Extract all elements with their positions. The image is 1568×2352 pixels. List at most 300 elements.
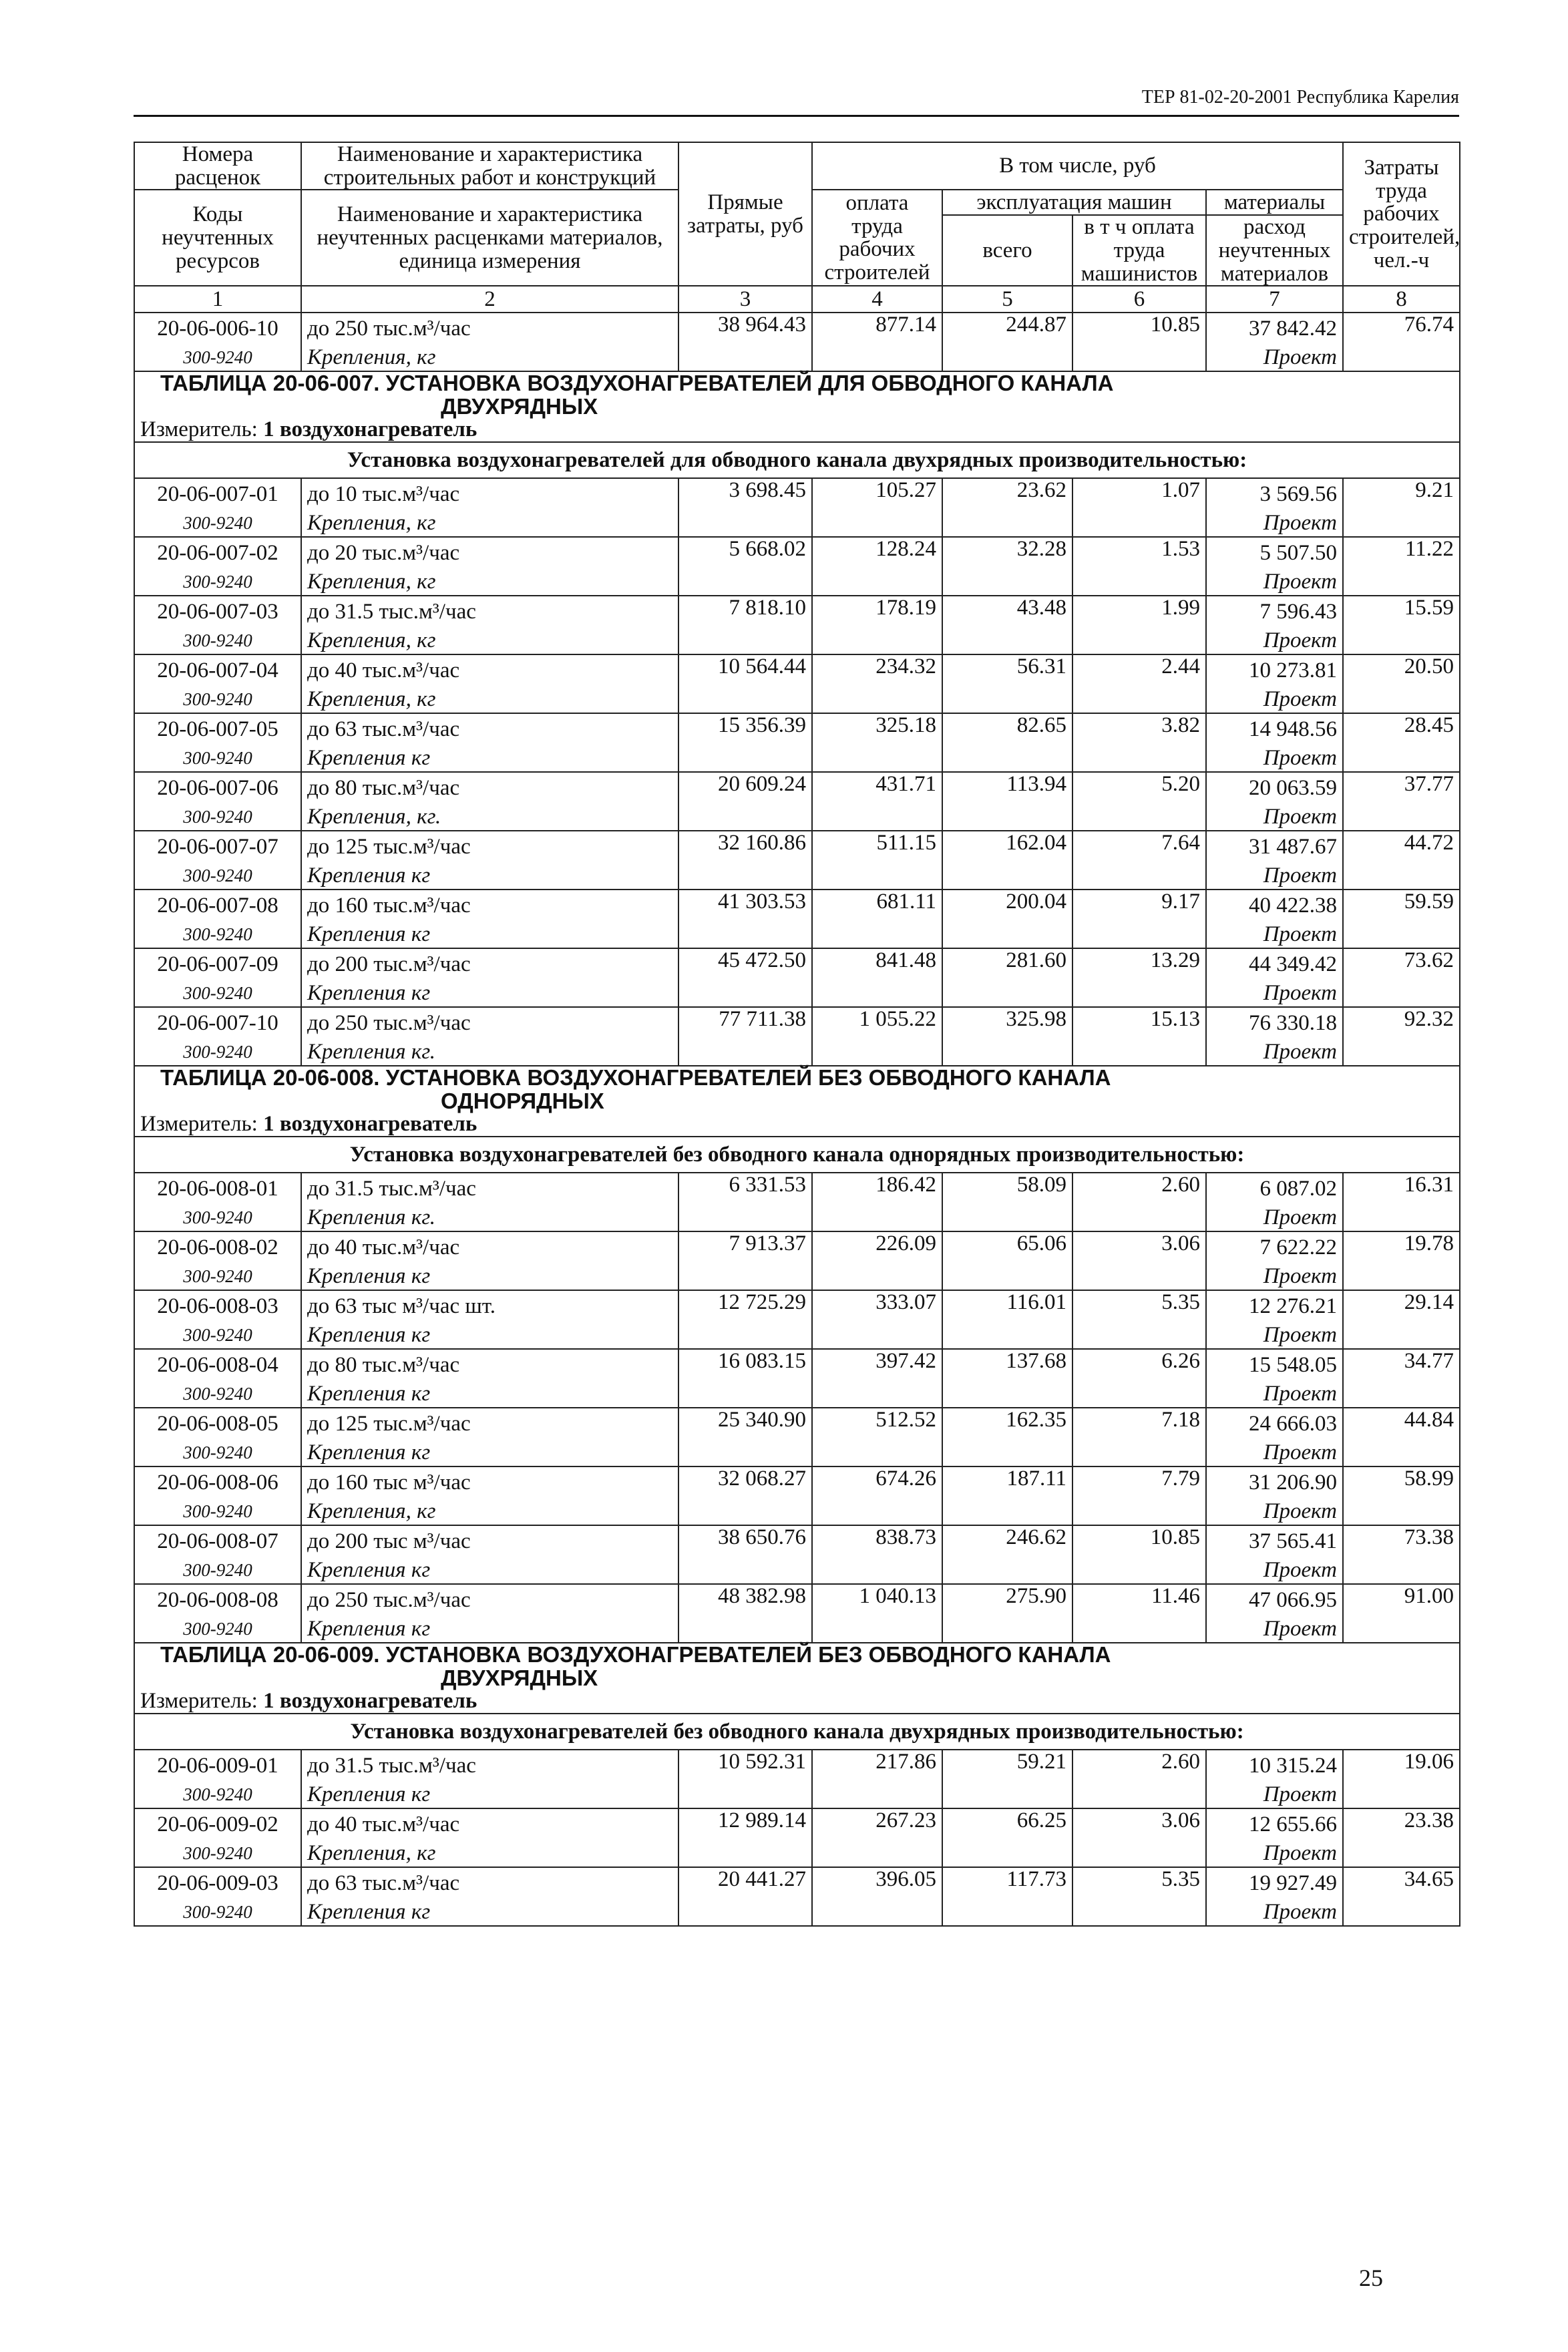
labor-hours: 44.72 bbox=[1343, 831, 1460, 890]
operator-pay: 2.44 bbox=[1072, 654, 1206, 713]
operator-pay: 2.60 bbox=[1072, 1750, 1206, 1808]
machines-total: 275.90 bbox=[942, 1584, 1072, 1643]
rate-row bbox=[134, 1808, 1460, 1840]
resource-note: Проект bbox=[1206, 1840, 1343, 1867]
table-title-line-2: ДВУХРЯДНЫХ bbox=[441, 1665, 598, 1690]
section-heading-row bbox=[134, 1137, 1460, 1173]
header-row-1 bbox=[134, 142, 1460, 190]
resource-name: Крепления, кг bbox=[301, 1840, 678, 1867]
rate-code: 20-06-009-03 bbox=[134, 1867, 301, 1899]
materials-cost: 37 842.42 bbox=[1206, 313, 1343, 344]
work-name: до 10 тыс.м³/час bbox=[301, 478, 678, 510]
rate-code: 20-06-008-04 bbox=[134, 1349, 301, 1380]
machines-total: 66.25 bbox=[942, 1808, 1072, 1867]
measure-value: 1 воздухонагреватель bbox=[263, 417, 477, 442]
work-name: до 160 тыс.м³/час bbox=[301, 890, 678, 921]
materials-cost: 6 087.02 bbox=[1206, 1173, 1343, 1204]
direct-costs: 12 725.29 bbox=[678, 1290, 812, 1349]
worker-pay: 333.07 bbox=[812, 1290, 942, 1349]
rate-code: 20-06-008-07 bbox=[134, 1525, 301, 1557]
worker-pay: 674.26 bbox=[812, 1466, 942, 1525]
work-name: до 40 тыс.м³/час bbox=[301, 654, 678, 686]
operator-pay: 7.79 bbox=[1072, 1466, 1206, 1525]
worker-pay: 511.15 bbox=[812, 831, 942, 890]
resource-note: Проект bbox=[1206, 921, 1343, 948]
resource-name: Крепления кг bbox=[301, 1439, 678, 1466]
resource-name: Крепления кг bbox=[301, 1615, 678, 1643]
column-numbers-row bbox=[134, 286, 1460, 313]
table-title-row bbox=[134, 1643, 1460, 1690]
resource-code: 300-9240 bbox=[134, 1439, 301, 1466]
direct-costs: 41 303.53 bbox=[678, 890, 812, 948]
table-title-line-2: ОДНОРЯДНЫХ bbox=[441, 1088, 604, 1113]
resource-note: Проект bbox=[1206, 1380, 1343, 1408]
measure-row bbox=[134, 418, 1460, 442]
table-title-line-1: ТАБЛИЦА 20-06-008. УСТАНОВКА ВОЗДУХОНАГРЕВАТЕЛЕЙ БЕЗ ОБВОДНОГО КАНАЛА bbox=[160, 1065, 1111, 1091]
direct-costs: 10 592.31 bbox=[678, 1750, 812, 1808]
column-number: 4 bbox=[812, 286, 942, 313]
materials-cost: 15 548.05 bbox=[1206, 1349, 1343, 1380]
work-name: до 125 тыс.м³/час bbox=[301, 1408, 678, 1439]
measure-row bbox=[134, 1113, 1460, 1137]
section-heading: Установка воздухонагревателей для обводного канала двухрядных производительностью: bbox=[134, 442, 1460, 478]
labor-hours: 44.84 bbox=[1343, 1408, 1460, 1466]
resource-code: 300-9240 bbox=[134, 980, 301, 1007]
direct-costs: 38 964.43 bbox=[678, 313, 812, 371]
table-title-line-2: ДВУХРЯДНЫХ bbox=[441, 393, 598, 419]
operator-pay: 10.85 bbox=[1072, 1525, 1206, 1584]
col-header-machines-total: всего bbox=[942, 215, 1072, 286]
rate-row bbox=[134, 1231, 1460, 1263]
labor-hours: 16.31 bbox=[1343, 1173, 1460, 1231]
resource-code: 300-9240 bbox=[134, 1899, 301, 1926]
resource-note: Проект bbox=[1206, 1557, 1343, 1584]
materials-cost: 3 569.56 bbox=[1206, 478, 1343, 510]
materials-cost: 37 565.41 bbox=[1206, 1525, 1343, 1557]
operator-pay: 9.17 bbox=[1072, 890, 1206, 948]
resource-name: Крепления, кг bbox=[301, 344, 678, 371]
rates-table bbox=[134, 142, 1460, 1927]
rate-code: 20-06-007-07 bbox=[134, 831, 301, 862]
col-header-resource-code: Коды неучтенных ресурсов bbox=[134, 190, 301, 286]
resource-note: Проект bbox=[1206, 510, 1343, 537]
resource-code: 300-9240 bbox=[134, 1498, 301, 1525]
direct-costs: 10 564.44 bbox=[678, 654, 812, 713]
rate-code: 20-06-007-03 bbox=[134, 596, 301, 627]
work-name: до 63 тыс м³/час шт. bbox=[301, 1290, 678, 1322]
rate-code: 20-06-009-02 bbox=[134, 1808, 301, 1840]
operator-pay: 5.20 bbox=[1072, 772, 1206, 831]
materials-cost: 20 063.59 bbox=[1206, 772, 1343, 803]
resource-name: Крепления, кг. bbox=[301, 803, 678, 831]
labor-hours: 59.59 bbox=[1343, 890, 1460, 948]
operator-pay: 5.35 bbox=[1072, 1290, 1206, 1349]
machines-total: 56.31 bbox=[942, 654, 1072, 713]
work-name: до 20 тыс.м³/час bbox=[301, 537, 678, 568]
work-name: до 63 тыс.м³/час bbox=[301, 1867, 678, 1899]
resource-note: Проект bbox=[1206, 1038, 1343, 1066]
rate-code: 20-06-007-06 bbox=[134, 772, 301, 803]
labor-hours: 58.99 bbox=[1343, 1466, 1460, 1525]
direct-costs: 32 068.27 bbox=[678, 1466, 812, 1525]
materials-cost: 24 666.03 bbox=[1206, 1408, 1343, 1439]
worker-pay: 325.18 bbox=[812, 713, 942, 772]
rate-code: 20-06-007-10 bbox=[134, 1007, 301, 1038]
resource-note: Проект bbox=[1206, 1322, 1343, 1349]
machines-total: 58.09 bbox=[942, 1173, 1072, 1231]
rate-row bbox=[134, 596, 1460, 627]
operator-pay: 13.29 bbox=[1072, 948, 1206, 1007]
resource-note: Проект bbox=[1206, 686, 1343, 713]
rate-row bbox=[134, 1525, 1460, 1557]
machines-total: 43.48 bbox=[942, 596, 1072, 654]
measure-label: Измеритель: bbox=[140, 1112, 258, 1137]
labor-hours: 73.62 bbox=[1343, 948, 1460, 1007]
measure-label: Измеритель: bbox=[140, 417, 258, 442]
direct-costs: 25 340.90 bbox=[678, 1408, 812, 1466]
machines-total: 325.98 bbox=[942, 1007, 1072, 1066]
materials-cost: 19 927.49 bbox=[1206, 1867, 1343, 1899]
materials-cost: 10 315.24 bbox=[1206, 1750, 1343, 1781]
labor-hours: 23.38 bbox=[1343, 1808, 1460, 1867]
materials-cost: 47 066.95 bbox=[1206, 1584, 1343, 1615]
rate-row bbox=[134, 890, 1460, 921]
worker-pay: 1 055.22 bbox=[812, 1007, 942, 1066]
operator-pay: 3.06 bbox=[1072, 1231, 1206, 1290]
work-name: до 200 тыс м³/час bbox=[301, 1525, 678, 1557]
operator-pay: 7.18 bbox=[1072, 1408, 1206, 1466]
machines-total: 137.68 bbox=[942, 1349, 1072, 1408]
labor-hours: 15.59 bbox=[1343, 596, 1460, 654]
machines-total: 59.21 bbox=[942, 1750, 1072, 1808]
resource-code: 300-9240 bbox=[134, 627, 301, 654]
resource-code: 300-9240 bbox=[134, 1781, 301, 1808]
col-header-material-name: Наименование и характеристика неучтенных расценками материалов, единица измерения bbox=[301, 190, 678, 286]
direct-costs: 77 711.38 bbox=[678, 1007, 812, 1066]
worker-pay: 105.27 bbox=[812, 478, 942, 537]
section-heading: Установка воздухонагревателей без обводного канала двухрядных производительностью: bbox=[134, 1714, 1460, 1750]
resource-note: Проект bbox=[1206, 568, 1343, 596]
worker-pay: 234.32 bbox=[812, 654, 942, 713]
worker-pay: 681.11 bbox=[812, 890, 942, 948]
resource-note: Проект bbox=[1206, 1781, 1343, 1808]
resource-name: Крепления кг bbox=[301, 1781, 678, 1808]
rate-row bbox=[134, 1349, 1460, 1380]
resource-note: Проект bbox=[1206, 745, 1343, 772]
rate-row bbox=[134, 831, 1460, 862]
rate-code: 20-06-007-02 bbox=[134, 537, 301, 568]
rate-row bbox=[134, 1867, 1460, 1899]
direct-costs: 12 989.14 bbox=[678, 1808, 812, 1867]
resource-name: Крепления кг bbox=[301, 980, 678, 1007]
work-name: до 125 тыс.м³/час bbox=[301, 831, 678, 862]
resource-note: Проект bbox=[1206, 1899, 1343, 1926]
materials-cost: 40 422.38 bbox=[1206, 890, 1343, 921]
rate-row bbox=[134, 1007, 1460, 1038]
work-name: до 250 тыс.м³/час bbox=[301, 1007, 678, 1038]
machines-total: 246.62 bbox=[942, 1525, 1072, 1584]
rate-code: 20-06-007-09 bbox=[134, 948, 301, 980]
col-header-material-consumption: расход неучтенных материалов bbox=[1206, 215, 1343, 286]
resource-name: Крепления кг bbox=[301, 1263, 678, 1290]
labor-hours: 92.32 bbox=[1343, 1007, 1460, 1066]
work-name: до 40 тыс.м³/час bbox=[301, 1808, 678, 1840]
worker-pay: 226.09 bbox=[812, 1231, 942, 1290]
column-number: 8 bbox=[1343, 286, 1460, 313]
materials-cost: 5 507.50 bbox=[1206, 537, 1343, 568]
work-name: до 40 тыс.м³/час bbox=[301, 1231, 678, 1263]
resource-note: Проект bbox=[1206, 1439, 1343, 1466]
labor-hours: 37.77 bbox=[1343, 772, 1460, 831]
operator-pay: 2.60 bbox=[1072, 1173, 1206, 1231]
rate-row bbox=[134, 1584, 1460, 1615]
labor-hours: 19.78 bbox=[1343, 1231, 1460, 1290]
direct-costs: 45 472.50 bbox=[678, 948, 812, 1007]
rate-row bbox=[134, 1750, 1460, 1781]
measure bbox=[134, 1690, 1460, 1714]
measure-value: 1 воздухонагреватель bbox=[263, 1689, 477, 1714]
worker-pay: 186.42 bbox=[812, 1173, 942, 1231]
work-name: до 80 тыс.м³/час bbox=[301, 1349, 678, 1380]
machines-total: 32.28 bbox=[942, 537, 1072, 596]
materials-cost: 14 948.56 bbox=[1206, 713, 1343, 745]
work-name: до 250 тыс.м³/час bbox=[301, 1584, 678, 1615]
resource-note: Проект bbox=[1206, 344, 1343, 371]
operator-pay: 5.35 bbox=[1072, 1867, 1206, 1926]
machines-total: 113.94 bbox=[942, 772, 1072, 831]
table-title-row bbox=[134, 1066, 1460, 1113]
operator-pay: 1.99 bbox=[1072, 596, 1206, 654]
worker-pay: 396.05 bbox=[812, 1867, 942, 1926]
operator-pay: 3.06 bbox=[1072, 1808, 1206, 1867]
section-heading: Установка воздухонагревателей без обводного канала однорядных производительностью: bbox=[134, 1137, 1460, 1173]
materials-cost: 31 487.67 bbox=[1206, 831, 1343, 862]
rate-row bbox=[134, 313, 1460, 344]
resource-code: 300-9240 bbox=[134, 1204, 301, 1231]
resource-code: 300-9240 bbox=[134, 803, 301, 831]
measure-row bbox=[134, 1690, 1460, 1714]
col-header-machines: эксплуатация машин bbox=[942, 190, 1206, 215]
machines-total: 200.04 bbox=[942, 890, 1072, 948]
labor-hours: 73.38 bbox=[1343, 1525, 1460, 1584]
resource-name: Крепления, кг bbox=[301, 627, 678, 654]
labor-hours: 29.14 bbox=[1343, 1290, 1460, 1349]
materials-cost: 12 655.66 bbox=[1206, 1808, 1343, 1840]
resource-name: Крепления кг bbox=[301, 1380, 678, 1408]
resource-code: 300-9240 bbox=[134, 1263, 301, 1290]
resource-code: 300-9240 bbox=[134, 862, 301, 890]
work-name: до 200 тыс.м³/час bbox=[301, 948, 678, 980]
resource-name: Крепления кг bbox=[301, 862, 678, 890]
operator-pay: 11.46 bbox=[1072, 1584, 1206, 1643]
resource-name: Крепления, кг bbox=[301, 1498, 678, 1525]
resource-name: Крепления кг bbox=[301, 921, 678, 948]
column-number: 5 bbox=[942, 286, 1072, 313]
machines-total: 162.35 bbox=[942, 1408, 1072, 1466]
direct-costs: 6 331.53 bbox=[678, 1173, 812, 1231]
worker-pay: 512.52 bbox=[812, 1408, 942, 1466]
materials-cost: 31 206.90 bbox=[1206, 1466, 1343, 1498]
document-reference: ТЕР 81-02-20-2001 Республика Карелия bbox=[1141, 87, 1459, 108]
machines-total: 281.60 bbox=[942, 948, 1072, 1007]
machines-total: 117.73 bbox=[942, 1867, 1072, 1926]
work-name: до 31.5 тыс.м³/час bbox=[301, 1750, 678, 1781]
column-number: 7 bbox=[1206, 286, 1343, 313]
col-header-labor-hours: Затраты труда рабочих строителей, чел.-ч bbox=[1343, 142, 1460, 286]
rate-row bbox=[134, 1466, 1460, 1498]
resource-name: Крепления кг bbox=[301, 1322, 678, 1349]
resource-name: Крепления кг. bbox=[301, 1038, 678, 1066]
table-title-line-1: ТАБЛИЦА 20-06-007. УСТАНОВКА ВОЗДУХОНАГРЕВАТЕЛЕЙ ДЛЯ ОБВОДНОГО КАНАЛА bbox=[160, 371, 1114, 396]
labor-hours: 19.06 bbox=[1343, 1750, 1460, 1808]
rate-code: 20-06-006-10 bbox=[134, 313, 301, 344]
rate-row bbox=[134, 537, 1460, 568]
direct-costs: 20 441.27 bbox=[678, 1867, 812, 1926]
resource-note: Проект bbox=[1206, 627, 1343, 654]
materials-cost: 76 330.18 bbox=[1206, 1007, 1343, 1038]
resource-note: Проект bbox=[1206, 862, 1343, 890]
worker-pay: 841.48 bbox=[812, 948, 942, 1007]
labor-hours: 11.22 bbox=[1343, 537, 1460, 596]
machines-total: 65.06 bbox=[942, 1231, 1072, 1290]
measure bbox=[134, 418, 1460, 442]
column-number: 6 bbox=[1072, 286, 1206, 313]
col-header-direct-costs: Прямые затраты, руб bbox=[678, 142, 812, 286]
labor-hours: 34.77 bbox=[1343, 1349, 1460, 1408]
column-number: 1 bbox=[134, 286, 301, 313]
col-header-materials: материалы bbox=[1206, 190, 1343, 215]
col-header-worker-pay: оплата труда рабочих строителей bbox=[812, 190, 942, 286]
column-number: 2 bbox=[301, 286, 678, 313]
operator-pay: 7.64 bbox=[1072, 831, 1206, 890]
direct-costs: 7 818.10 bbox=[678, 596, 812, 654]
rate-code: 20-06-008-08 bbox=[134, 1584, 301, 1615]
table-title bbox=[134, 1643, 1460, 1690]
resource-note: Проект bbox=[1206, 1498, 1343, 1525]
labor-hours: 34.65 bbox=[1343, 1867, 1460, 1926]
work-name: до 31.5 тыс.м³/час bbox=[301, 1173, 678, 1204]
resource-name: Крепления кг bbox=[301, 1899, 678, 1926]
measure bbox=[134, 1113, 1460, 1137]
table-title bbox=[134, 1066, 1460, 1113]
resource-code: 300-9240 bbox=[134, 1038, 301, 1066]
resource-code: 300-9240 bbox=[134, 1615, 301, 1643]
rate-row bbox=[134, 772, 1460, 803]
direct-costs: 5 668.02 bbox=[678, 537, 812, 596]
direct-costs: 3 698.45 bbox=[678, 478, 812, 537]
materials-cost: 12 276.21 bbox=[1206, 1290, 1343, 1322]
rate-row bbox=[134, 713, 1460, 745]
resource-name: Крепления кг bbox=[301, 1557, 678, 1584]
rate-code: 20-06-007-08 bbox=[134, 890, 301, 921]
operator-pay: 1.07 bbox=[1072, 478, 1206, 537]
work-name: до 80 тыс.м³/час bbox=[301, 772, 678, 803]
resource-code: 300-9240 bbox=[134, 686, 301, 713]
col-header-work-name: Наименование и характеристика строительных работ и конструкций bbox=[301, 142, 678, 190]
machines-total: 82.65 bbox=[942, 713, 1072, 772]
direct-costs: 16 083.15 bbox=[678, 1349, 812, 1408]
resource-code: 300-9240 bbox=[134, 921, 301, 948]
work-name: до 63 тыс.м³/час bbox=[301, 713, 678, 745]
direct-costs: 38 650.76 bbox=[678, 1525, 812, 1584]
col-header-rate-number: Номера расценок bbox=[134, 142, 301, 190]
worker-pay: 128.24 bbox=[812, 537, 942, 596]
worker-pay: 178.19 bbox=[812, 596, 942, 654]
section-heading-row bbox=[134, 442, 1460, 478]
resource-code: 300-9240 bbox=[134, 1322, 301, 1349]
materials-cost: 44 349.42 bbox=[1206, 948, 1343, 980]
rate-code: 20-06-007-04 bbox=[134, 654, 301, 686]
direct-costs: 48 382.98 bbox=[678, 1584, 812, 1643]
col-header-operator-pay: в т ч оплата труда машинистов bbox=[1072, 215, 1206, 286]
machines-total: 116.01 bbox=[942, 1290, 1072, 1349]
rate-row bbox=[134, 1408, 1460, 1439]
worker-pay: 1 040.13 bbox=[812, 1584, 942, 1643]
rate-code: 20-06-007-01 bbox=[134, 478, 301, 510]
resource-note: Проект bbox=[1206, 1263, 1343, 1290]
worker-pay: 267.23 bbox=[812, 1808, 942, 1867]
work-name: до 31.5 тыс.м³/час bbox=[301, 596, 678, 627]
resource-code: 300-9240 bbox=[134, 1380, 301, 1408]
worker-pay: 877.14 bbox=[812, 313, 942, 371]
work-name: до 160 тыс м³/час bbox=[301, 1466, 678, 1498]
rate-code: 20-06-007-05 bbox=[134, 713, 301, 745]
direct-costs: 7 913.37 bbox=[678, 1231, 812, 1290]
resource-note: Проект bbox=[1206, 1204, 1343, 1231]
labor-hours: 91.00 bbox=[1343, 1584, 1460, 1643]
worker-pay: 838.73 bbox=[812, 1525, 942, 1584]
page-header bbox=[134, 80, 1459, 117]
section-heading-row bbox=[134, 1714, 1460, 1750]
table-title bbox=[134, 371, 1460, 418]
rate-code: 20-06-008-02 bbox=[134, 1231, 301, 1263]
direct-costs: 15 356.39 bbox=[678, 713, 812, 772]
resource-code: 300-9240 bbox=[134, 745, 301, 772]
machines-total: 23.62 bbox=[942, 478, 1072, 537]
direct-costs: 20 609.24 bbox=[678, 772, 812, 831]
rate-code: 20-06-009-01 bbox=[134, 1750, 301, 1781]
measure-label: Измеритель: bbox=[140, 1689, 258, 1714]
resource-code: 300-9240 bbox=[134, 1557, 301, 1584]
operator-pay: 6.26 bbox=[1072, 1349, 1206, 1408]
table-title-line-1: ТАБЛИЦА 20-06-009. УСТАНОВКА ВОЗДУХОНАГРЕВАТЕЛЕЙ БЕЗ ОБВОДНОГО КАНАЛА bbox=[160, 1642, 1111, 1668]
resource-name: Крепления, кг bbox=[301, 510, 678, 537]
table-title-row bbox=[134, 371, 1460, 418]
rate-code: 20-06-008-06 bbox=[134, 1466, 301, 1498]
resource-code: 300-9240 bbox=[134, 510, 301, 537]
measure-value: 1 воздухонагреватель bbox=[263, 1112, 477, 1137]
worker-pay: 431.71 bbox=[812, 772, 942, 831]
rate-row bbox=[134, 654, 1460, 686]
resource-name: Крепления кг. bbox=[301, 1204, 678, 1231]
machines-total: 187.11 bbox=[942, 1466, 1072, 1525]
operator-pay: 15.13 bbox=[1072, 1007, 1206, 1066]
resource-code: 300-9240 bbox=[134, 1840, 301, 1867]
resource-name: Крепления, кг bbox=[301, 568, 678, 596]
labor-hours: 9.21 bbox=[1343, 478, 1460, 537]
rate-code: 20-06-008-03 bbox=[134, 1290, 301, 1322]
materials-cost: 7 596.43 bbox=[1206, 596, 1343, 627]
worker-pay: 397.42 bbox=[812, 1349, 942, 1408]
resource-note: Проект bbox=[1206, 1615, 1343, 1643]
resource-name: Крепления, кг bbox=[301, 686, 678, 713]
rates-table-body bbox=[134, 142, 1460, 1926]
rate-row bbox=[134, 1290, 1460, 1322]
page-number: 25 bbox=[1359, 2265, 1383, 2291]
labor-hours: 20.50 bbox=[1343, 654, 1460, 713]
rate-row bbox=[134, 948, 1460, 980]
operator-pay: 10.85 bbox=[1072, 313, 1206, 371]
